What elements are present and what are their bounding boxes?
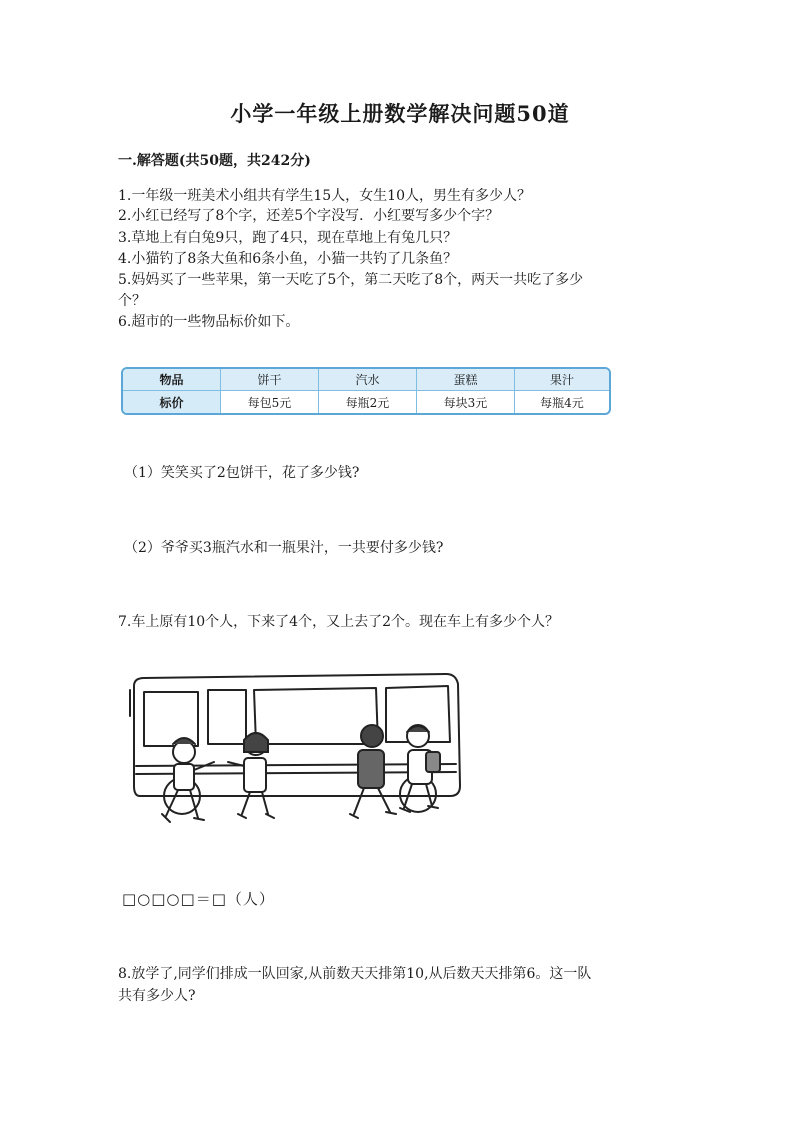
- question-7-answer-template: □○□○□＝□（人）: [122, 890, 275, 908]
- table-header-cell: 蛋糕: [417, 369, 515, 391]
- table-cell: 每瓶4元: [540, 395, 584, 410]
- page-title: 小学一年级上册数学解决问题50道: [230, 101, 570, 126]
- question-2: 2.小红已经写了8个字，还差5个字没写．小红要写多少个字？: [118, 208, 500, 224]
- price-table: [121, 367, 611, 415]
- question-3: 3.草地上有白兔9只，跑了4只，现在草地上有兔几只？: [118, 230, 458, 246]
- section-heading: 一.解答题(共50题，共242分): [118, 153, 311, 169]
- table-header-cell: 饼干: [221, 369, 319, 391]
- question-8-line2: 共有多少人?: [118, 988, 196, 1004]
- table-cell: 每块3元: [417, 391, 515, 413]
- bus-illustration: [128, 666, 468, 838]
- question-8-line1: 8.放学了,同学们排成一队回家,从前数天天排第10,从后数天天排第6。这一队: [118, 966, 592, 982]
- question-5-line2: 个？: [118, 293, 146, 309]
- question-5-line1: 5.妈妈买了一些苹果，第一天吃了5个，第二天吃了8个，两天一共吃了多少: [118, 272, 584, 288]
- table-header-cell: 汽水: [319, 369, 417, 391]
- question-6-part-1: （1）笑笑买了2包饼干，花了多少钱?: [124, 465, 360, 481]
- table-cell: 每瓶2元: [319, 391, 417, 413]
- question-6-part-2: （2）爷爷买3瓶汽水和一瓶果汁，一共要付多少钱?: [124, 540, 444, 556]
- question-7: 7.车上原有10个人，下来了4个，又上去了2个。现在车上有多少个人？: [118, 614, 559, 630]
- table-row-label: 标价: [123, 391, 221, 413]
- bus-children-drawing: [128, 666, 468, 838]
- table-header-cell: 果汁: [515, 369, 609, 391]
- question-4: 4.小猫钓了8条大鱼和6条小鱼，小猫一共钓了几条鱼？: [118, 251, 458, 267]
- table-cell: 每包5元: [221, 391, 319, 413]
- question-6: 6.超市的一些物品标价如下。: [118, 314, 300, 330]
- table-header-cell: 物品: [123, 369, 221, 391]
- question-1: 1.一年级一班美术小组共有学生15人，女生10人，男生有多少人？: [118, 188, 531, 204]
